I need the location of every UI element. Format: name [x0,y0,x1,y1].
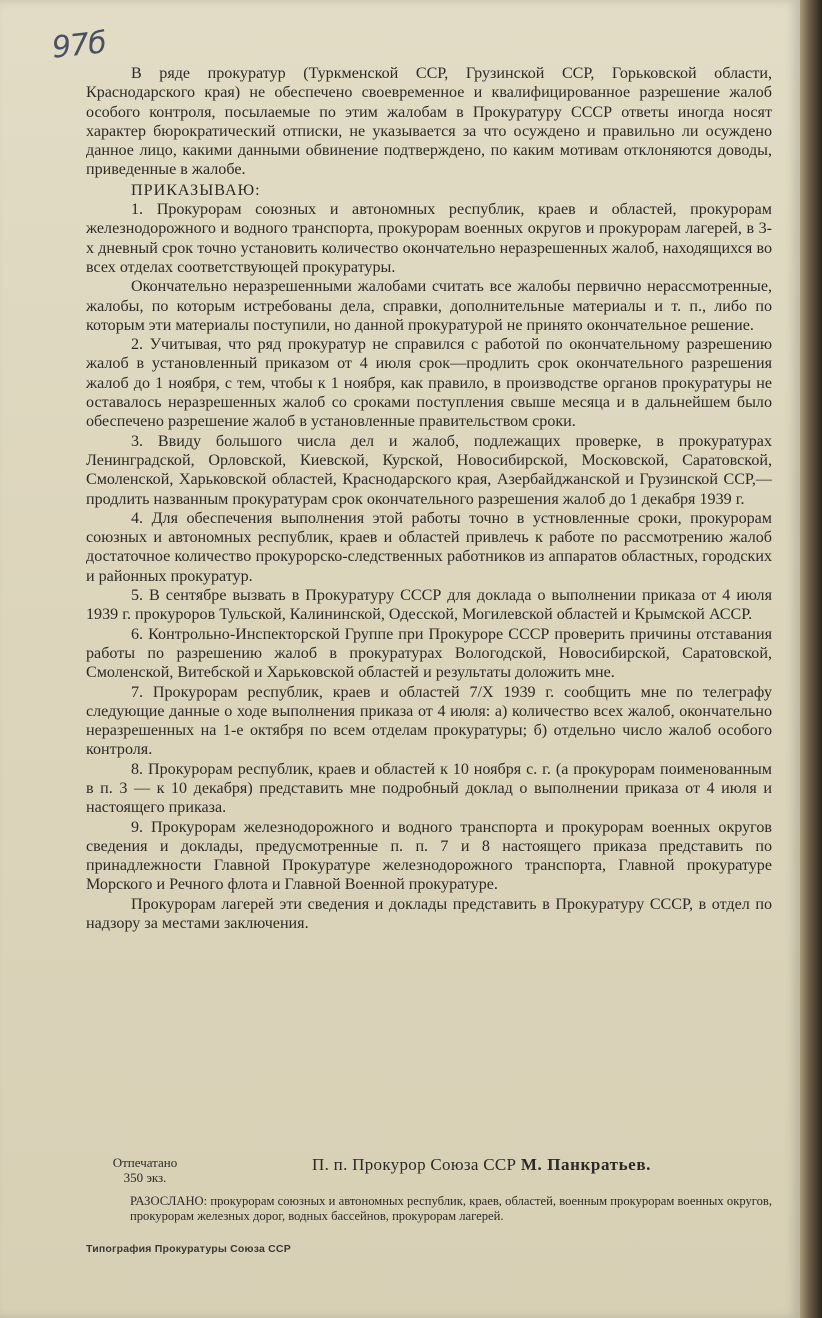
definition-paragraph: Окончательно неразрешенными жалобами считать все жалобы первично нерассмотренные, жалобы, по которым истребованы дела, справки, дополнительные материалы и т. п., либо по которым эти материалы поступили, но данной прокуратурой не принято окончательное решение. [86,278,772,334]
order-item-9: 9. Прокурорам железнодорожного и водного транспорта и прокурорам военных округов сведения и доклады, предусмотренные п. п. 7 и 8 настоящего приказа представить по принадлежности Главной Прокуратуре железнодорожного транспорта, Главной прокуратуре Морского и Речного флота и Главной Военной прокуратуре. [86,818,772,894]
order-item-5: 5. В сентябре вызвать в Прокуратуру СССР для доклада о выполнении приказа от 4 июля 1939 г. прокуроров Тульской, Калининской, Одесской, Могилевской областей и Крымской АССР. [86,587,772,624]
order-body [86,64,772,933]
distribution-recipients: прокурорам союзных и автономных республик, краев, областей, военным прокурорам военных округов, прокурорам железных дорог, водных бассейнов, прокурорам лагерей. [130,1194,773,1223]
camps-paragraph: Прокурорам лагерей эти сведения и доклады представить в Прокуратуру СССР, в отдел по надзору за местами заключения. [86,895,772,933]
intro-paragraph: В ряде прокуратур (Туркменской ССР, Грузинской ССР, Горьковской области, Краснодарского края) не обеспечено своевременное и квалифицированное разрешение жалоб особого контроля, посылаемые по этим жалобам в Прокуратуру СССР ответы иногда носят характер бюрократический отписки, не указывается за что осуждено и правильно ли осуждено данное лицо, какими данными обвинение подтверждено, по каким мотивам отклоняются доводы, приведенные в жалобе. [86,65,772,179]
order-item-1: 1. Прокурорам союзных и автономных республик, краев и областей, прокурорам железнодорожного и водного транспорта, прокурорам военных округов и прокурорам лагерей, в 3-х дневный срок точно установить количество окончательно неразрешенных жалоб, находящихся во всех отделах соответствующей прокуратуры. [86,201,772,276]
order-item-4: 4. Для обеспечения выполнения этой работы точно в устновленные сроки, прокурорам союзных и автономных республик, краев и областей привлечь к работе по рассмотрению жалоб достаточное количество прокурорско-следственных работников из аппаратов областных, городских и районных прокуратур. [86,509,772,585]
printer-imprint: Типография Прокуратуры Союза ССР [86,1243,291,1255]
distribution-label: РАЗОСЛАНО: [130,1194,211,1208]
order-item-6: 6. Контрольно-Инспекторской Группе при Прокуроре СССР проверить причины отставания работы по разрешению жалоб в прокуратурах Вологодской, Новосибирской, Саратовской, Смоленской, Витебской и Харьковской областей и результаты доложить мне. [86,625,772,682]
order-heading: ПРИКАЗЫВАЮ: [131,181,261,199]
order-item-7: 7. Прокурорам республик, краев и областей 7/X 1939 г. сообщить мне по телеграфу следующие данные о ходе выполнения приказа от 4 июля: а) количество всех жалоб, окончательно неразрешенных на 1-е октября по всем отделам прокуратуры; б) отдельно число жалоб особого контроля. [86,683,772,759]
copies-count: 350 экз. [123,1170,167,1185]
signature-title: П. п. Прокурор Союза ССР [312,1155,521,1174]
archive-page-number: 97б [50,25,108,66]
printed-label: Отпечатано [112,1155,178,1170]
background-edge [800,0,822,1318]
print-run-note [90,1155,200,1185]
order-item-8: 8. Прокурорам республик, краев и областей к 10 ноября с. г. (а прокурорам поименованным в п. 3 — к 10 декабря) представить мне подробный доклад о выполнении приказа от 4 июля и настоящего приказа. [86,760,772,817]
signature-name: М. Панкратьев. [520,1155,651,1174]
order-item-3: 3. Ввиду большого числа дел и жалоб, подлежащих проверке, в прокуратурах Ленинградской, Орловской, Киевской, Курской, Новосибирской, Московской, Саратовской, Смоленской, Харьковской областей, Краснодарского края, Азербайджанской и Грузинской ССР,—продлить названным прокуратурам срок окончательного разрешения жалоб до 1 декабря 1939 г. [86,432,772,508]
distribution-list [130,1194,772,1224]
signature-line [312,1155,651,1175]
signature-block [90,1155,770,1195]
order-item-2: 2. Учитывая, что ряд прокуратур не справился с работой по окончательному разрешению жалоб в установленный приказом от 4 июля срок—продлить срок окончательного разрешения жалоб до 1 ноября, с тем, чтобы к 1 ноября, как правило, в производстве органов прокуратуры не оставалось неразрешенных жалоб со сроками поступления свыше месяца и в дальнейшем было обеспечено разрешение жалоб в установленные правительством сроки. [86,336,772,431]
